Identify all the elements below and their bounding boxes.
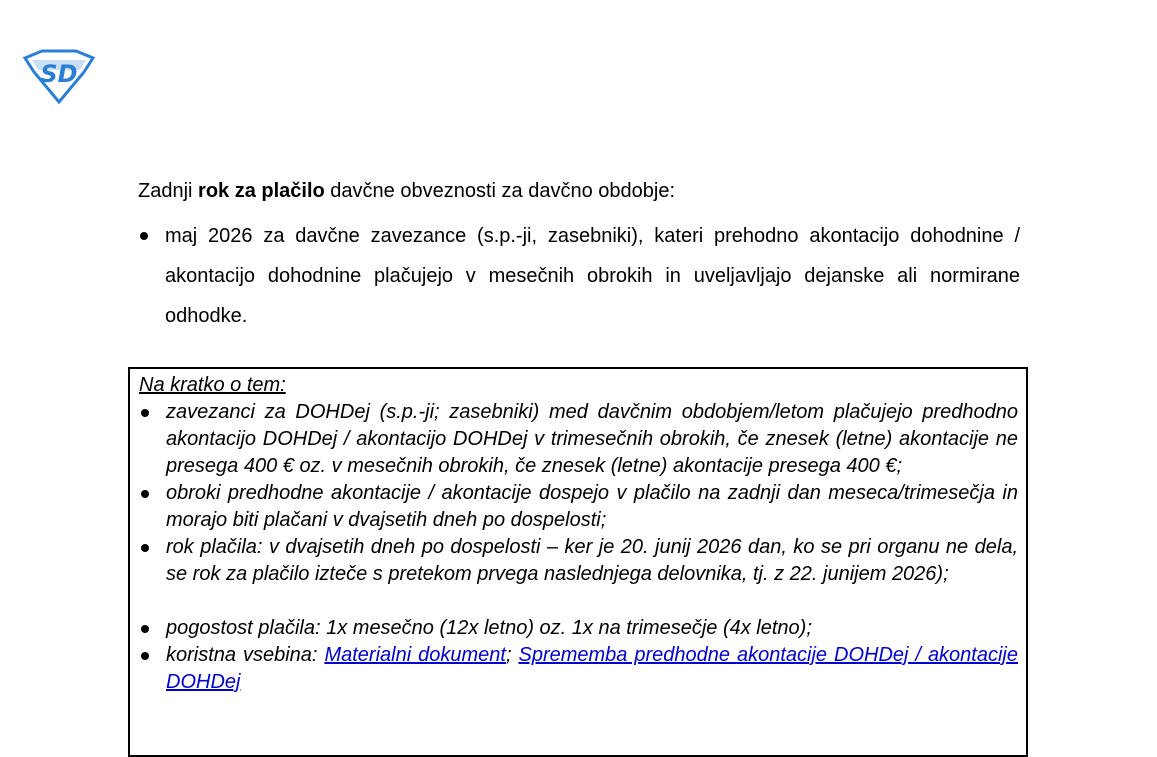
material-document-link[interactable]: Materialni dokument [324, 644, 506, 666]
intro-list-item: maj 2026 za davčne zavezance (s.p.-ji, zasebniki), kateri prehodno akontacijo dohodnine / akontacijo dohodnine plačujejo v mesečnih obrokih in uveljavljajo dejanske ali normirane odhodke. [138, 216, 1020, 336]
summary-box-title: Na kratko o tem: [139, 374, 286, 396]
summary-item-taxpayers: zavezanci za DOHDej (s.p.-ji; zasebniki) med davčnim obdobjem/letom plačujejo predhodno akontacijo DOHDej / akontacijo DOHDej v trimesečnih obrokih, če znesek (letne) akontacije ne presega 400 € oz. v mesečnih obrokih, če znesek (letne) akontacije presega 400 €; [139, 399, 1018, 480]
summary-item-frequency: pogostost plačila: 1x mesečno (12x letno) oz. 1x na trimesečje (4x letno); [139, 615, 1018, 642]
summary-list [139, 399, 1018, 696]
intro-bold: rok za plačilo [198, 180, 325, 202]
svg-text:SD: SD [40, 60, 78, 88]
intro-prefix: Zadnji [138, 180, 199, 202]
summary-item-deadline: rok plačila: v dvajsetih dneh po dospelosti – ker je 20. junij 2026 dan, ko se pri organu ne dela, se rok za plačilo izteče s pretekom prvega naslednjega delovnika, tj. z 22. junijem 2026); [139, 534, 1018, 588]
intro-list [138, 216, 1020, 336]
summary-item-installments: obroki predhodne akontacije / akontacije dospejo v plačilo na zadnji dan meseca/trimesečja in morajo biti plačani v dvajsetih dneh po dospelosti; [139, 480, 1018, 534]
useful-separator: ; [505, 644, 519, 666]
advance-change-link[interactable]: Sprememba predhodne akontacije DOHDej / akontacije DOHDej [166, 644, 1018, 693]
summary-box [128, 367, 1028, 757]
sd-shield-logo-icon [22, 48, 96, 104]
useful-label: koristna vsebina: [166, 644, 325, 666]
intro-paragraph [138, 177, 1020, 205]
summary-item-useful-content [139, 642, 1018, 696]
intro-suffix: davčne obveznosti za davčno obdobje: [324, 180, 675, 202]
